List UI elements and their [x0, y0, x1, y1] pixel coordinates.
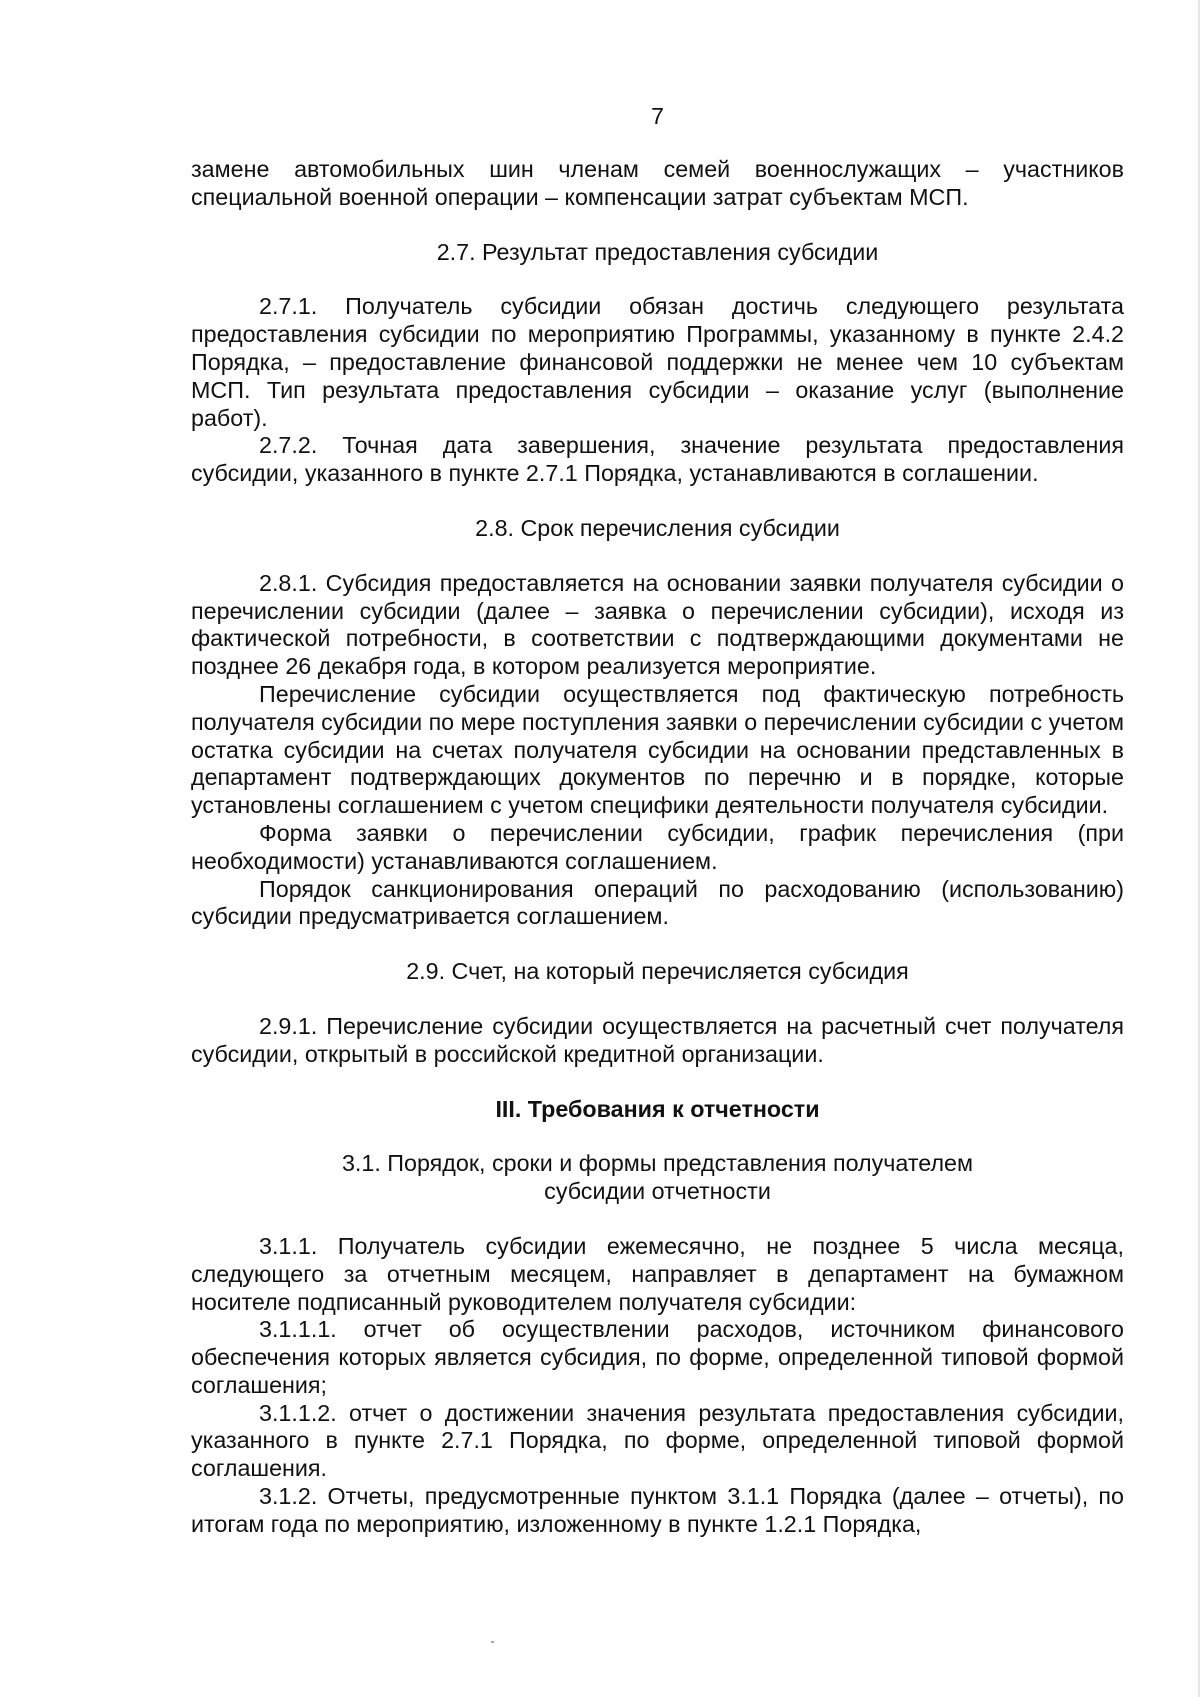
heading-3-1-line-1: 3.1. Порядок, сроки и формы представления получателем: [341, 1150, 974, 1177]
heading-section-3: III. Требования к отчетности: [495, 1095, 820, 1122]
paragraph-2-9-1: 2.9.1. Перечисление субсидии осуществляется на расчетный счет получателя субсидии, открытый в российской кредитной организации.: [191, 1012, 1124, 1067]
paragraph-2-8-1: 2.8.1. Субсидия предоставляется на основании заявки получателя субсидии о перечислении субсидии (далее – заявка о перечислении субсидии), исходя из фактической потребности, в соответствии с подтверждающими документами не позднее 26 декабря года, в котором реализуется мероприятие.: [191, 569, 1124, 680]
page-number: 7: [651, 103, 664, 129]
heading-2-7: 2.7. Результат предоставления субсидии: [436, 238, 879, 265]
paragraph-2-8-order: Порядок санкционирования операций по расходованию (использованию) субсидии предусматривается соглашением.: [191, 875, 1124, 930]
paragraph-3-1-2: 3.1.2. Отчеты, предусмотренные пунктом 3.1.1 Порядка (далее – отчеты), по итогам года по мероприятию, изложенному в пункте 1.2.1 Порядка,: [191, 1483, 1124, 1537]
paragraph-3-1-1: 3.1.1. Получатель субсидии ежемесячно, не позднее 5 числа месяца, следующего за отчетным месяцем, направляет в департамент на бумажном носителе подписанный руководителем получателя субсидии:: [191, 1232, 1124, 1315]
heading-2-8: 2.8. Срок перечисления субсидии: [475, 514, 840, 541]
paragraph-2-8-transfer: Перечисление субсидии осуществляется под фактическую потребность получателя субсидии по мере поступления заявки о перечислении субсидии с учетом остатка субсидии на счетах получателя субсидии на основании представленных в департамент подтверждающих документов по перечню и в порядке, которые установлены соглашением с учетом специфики деятельности получателя субсидии.: [191, 680, 1124, 819]
paragraph-3-1-1-1: 3.1.1.1. отчет об осуществлении расходов, источником финансового обеспечения которых является субсидия, по форме, определенной типовой формой соглашения;: [191, 1316, 1124, 1398]
paragraph-2-7-2: 2.7.2. Точная дата завершения, значение результата предоставления субсидии, указанного в пункте 2.7.1 Порядка, устанавливаются в соглашении.: [191, 432, 1124, 487]
heading-3-1-line-2: субсидии отчетности: [544, 1178, 771, 1205]
heading-2-9: 2.9. Счет, на который перечисляется субсидия: [406, 958, 909, 985]
paragraph-3-1-1-2: 3.1.1.2. отчет о достижении значения результата предоставления субсидии, указанного в пункте 2.7.1 Порядка, по форме, определенной типовой формой соглашения.: [191, 1399, 1124, 1482]
document-body: [191, 156, 1124, 1539]
paragraph-2-8-form: Форма заявки о перечислении субсидии, график перечисления (при необходимости) устанавливаются соглашением.: [191, 819, 1124, 874]
scan-speck: [491, 1641, 494, 1643]
paragraph-2-7-1: 2.7.1. Получатель субсидии обязан достичь следующего результата предоставления субсидии по мероприятию Программы, указанному в пункте 2.4.2 Порядка, – предоставление финансовой поддержки не менее чем 10 субъектам МСП. Тип результата предоставления субсидии – оказание услуг (выполнение работ).: [191, 293, 1124, 431]
paragraph-intro: замене автомобильных шин членам семей военнослужащих – участников специальной военной операции – компенсации затрат субъектам МСП.: [191, 156, 1124, 210]
heading-3-1: [191, 1150, 1124, 1206]
